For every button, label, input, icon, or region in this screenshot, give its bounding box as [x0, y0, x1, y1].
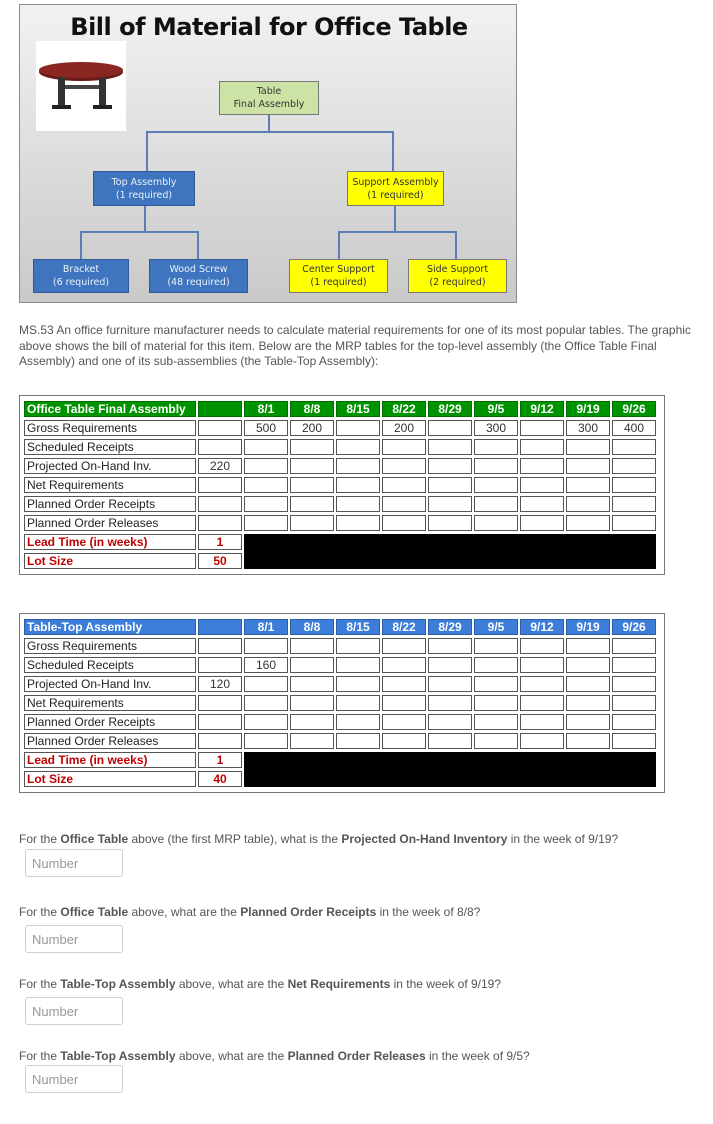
- cell: [474, 439, 518, 455]
- cell: [566, 477, 610, 493]
- question-text: above (the first MRP table), what is the: [128, 832, 342, 846]
- cell: [612, 638, 656, 654]
- cell: [198, 657, 242, 673]
- cell: [336, 695, 380, 711]
- cell: 500: [244, 420, 288, 436]
- table-header-row: [24, 619, 656, 635]
- cell: [244, 458, 288, 474]
- connector: [455, 231, 457, 259]
- bom-node-top-assembly: [93, 171, 195, 206]
- node-name: Table: [256, 86, 282, 97]
- cell: [520, 714, 564, 730]
- cell: [566, 458, 610, 474]
- cell: 300: [566, 420, 610, 436]
- cell: [428, 477, 472, 493]
- cell: [244, 439, 288, 455]
- cell: [474, 638, 518, 654]
- week-header: 8/15: [336, 619, 380, 635]
- cell: [428, 676, 472, 692]
- mrp-grid: [22, 398, 658, 572]
- question-3: [19, 977, 501, 991]
- question-bold: Office Table: [60, 905, 129, 919]
- cell: [198, 695, 242, 711]
- cell: [520, 439, 564, 455]
- question-text: in the week of 9/19?: [507, 832, 619, 846]
- node-name: Support Assembly: [352, 176, 439, 188]
- connector: [197, 231, 199, 259]
- cell: [428, 439, 472, 455]
- cell: [290, 458, 334, 474]
- node-sub: (2 required): [429, 277, 486, 288]
- cell: [612, 733, 656, 749]
- problem-intro: MS.53 An office furniture manufacturer needs to calculate material requirements for one of its most popular tables. The graphic above shows the bill of material for this item. Below are the MRP tables for the top-level assembly (the Office Table Final Assembly) and one of its sub-assemblies (the Table-Top Assembly):: [19, 323, 691, 368]
- cell: [474, 477, 518, 493]
- cell: [474, 676, 518, 692]
- cell: [336, 657, 380, 673]
- cell: [290, 714, 334, 730]
- cell: [198, 714, 242, 730]
- question-text: above, what are the: [175, 977, 288, 991]
- cell: [336, 496, 380, 512]
- cell: [382, 695, 426, 711]
- row-label: Planned Order Releases: [24, 733, 196, 749]
- cell: [428, 420, 472, 436]
- table-row: [24, 458, 656, 474]
- cell: [566, 657, 610, 673]
- question-text: above, what are the: [175, 1049, 288, 1063]
- bom-node-table: [219, 81, 319, 115]
- week-header: 9/12: [520, 401, 564, 417]
- cell: [566, 515, 610, 531]
- week-header: 9/5: [474, 401, 518, 417]
- cell: [244, 714, 288, 730]
- cell: [612, 657, 656, 673]
- cell: [198, 515, 242, 531]
- node-sub: Final Assembly: [233, 99, 305, 110]
- week-header: 8/8: [290, 401, 334, 417]
- cell: [520, 676, 564, 692]
- table-row: [24, 752, 656, 768]
- cell: [244, 496, 288, 512]
- cell: [566, 496, 610, 512]
- cell: [382, 676, 426, 692]
- cell: [520, 477, 564, 493]
- cell: [428, 496, 472, 512]
- cell: [382, 657, 426, 673]
- connector: [146, 131, 148, 171]
- cell: [382, 515, 426, 531]
- row-label: Scheduled Receipts: [24, 439, 196, 455]
- cell: [520, 657, 564, 673]
- table-header-row: [24, 401, 656, 417]
- cell: [198, 496, 242, 512]
- cell: [244, 477, 288, 493]
- row-label: Net Requirements: [24, 695, 196, 711]
- connector: [80, 231, 199, 233]
- cell: [474, 733, 518, 749]
- cell: [520, 733, 564, 749]
- cell: [566, 439, 610, 455]
- cell: [336, 515, 380, 531]
- cell: [612, 439, 656, 455]
- question-text: For the: [19, 832, 61, 846]
- week-header: 9/12: [520, 619, 564, 635]
- row-label: Planned Order Receipts: [24, 496, 196, 512]
- cell: [382, 714, 426, 730]
- cell: [520, 695, 564, 711]
- cell: [520, 515, 564, 531]
- mrp-grid: [22, 616, 658, 790]
- cell: [428, 714, 472, 730]
- row-label: Lot Size: [24, 771, 196, 787]
- cell: [198, 420, 242, 436]
- cell: [428, 657, 472, 673]
- cell: [290, 676, 334, 692]
- cell: [428, 638, 472, 654]
- node-name: Wood Screw: [169, 264, 228, 275]
- cell: [612, 676, 656, 692]
- table-row: [24, 657, 656, 673]
- cell: [612, 496, 656, 512]
- cell: 300: [474, 420, 518, 436]
- cell: [382, 439, 426, 455]
- cell: [336, 458, 380, 474]
- week-header: 9/19: [566, 401, 610, 417]
- question-bold: Table-Top Assembly: [60, 1049, 176, 1063]
- cell: [336, 676, 380, 692]
- lead-time-value: 1: [198, 752, 242, 768]
- question-text: For the: [19, 1049, 61, 1063]
- cell: [198, 638, 242, 654]
- cell: [382, 477, 426, 493]
- node-sub: (48 required): [167, 277, 230, 288]
- cell: [244, 695, 288, 711]
- cell: [382, 733, 426, 749]
- connector: [392, 131, 394, 171]
- cell: [244, 638, 288, 654]
- initial-inventory: 120: [198, 676, 242, 692]
- cell: [198, 477, 242, 493]
- cell: [290, 477, 334, 493]
- cell: [520, 496, 564, 512]
- question-text: in the week of 9/5?: [425, 1049, 530, 1063]
- bom-title: Bill of Material for Office Table: [70, 13, 468, 41]
- table-row: [24, 714, 656, 730]
- cell: 200: [290, 420, 334, 436]
- row-label: Planned Order Receipts: [24, 714, 196, 730]
- connector: [394, 206, 396, 232]
- question-bold: Net Requirements: [287, 977, 391, 991]
- table-title: Table-Top Assembly: [24, 619, 196, 635]
- week-header: 9/26: [612, 401, 656, 417]
- table-title: Office Table Final Assembly: [24, 401, 196, 417]
- cell: [612, 515, 656, 531]
- node-sub: (1 required): [367, 189, 424, 201]
- answer-2-input[interactable]: [25, 925, 123, 953]
- week-header: 8/1: [244, 619, 288, 635]
- row-label: Net Requirements: [24, 477, 196, 493]
- node-sub: (1 required): [310, 277, 367, 288]
- question-text: For the: [19, 977, 61, 991]
- bom-diagram: [19, 4, 517, 303]
- cell: [566, 695, 610, 711]
- week-header: 9/19: [566, 619, 610, 635]
- week-header: 8/1: [244, 401, 288, 417]
- cell: [290, 515, 334, 531]
- node-name: Center Support: [302, 264, 375, 275]
- cell: 160: [244, 657, 288, 673]
- table-row: [24, 515, 656, 531]
- table-row: [24, 638, 656, 654]
- question-bold: Table-Top Assembly: [60, 977, 176, 991]
- blacked-out-area: [244, 534, 656, 569]
- cell: [474, 496, 518, 512]
- cell: [474, 515, 518, 531]
- node-name: Bracket: [62, 264, 100, 275]
- table-row: [24, 733, 656, 749]
- cell: [244, 515, 288, 531]
- cell: [336, 420, 380, 436]
- week-header: 8/29: [428, 401, 472, 417]
- question-4: [19, 1049, 530, 1063]
- cell: [336, 439, 380, 455]
- cell: [244, 676, 288, 692]
- table-row: [24, 420, 656, 436]
- cell: [428, 515, 472, 531]
- cell: [474, 695, 518, 711]
- cell: [566, 638, 610, 654]
- table-row: [24, 477, 656, 493]
- table-row: [24, 695, 656, 711]
- question-bold: Planned Order Receipts: [240, 905, 377, 919]
- cell: [290, 439, 334, 455]
- connector: [338, 231, 340, 259]
- question-text: in the week of 9/19?: [390, 977, 502, 991]
- row-label: Scheduled Receipts: [24, 657, 196, 673]
- cell: [382, 638, 426, 654]
- bom-node-bracket: [33, 259, 129, 293]
- mrp-table-table-top: [19, 613, 665, 793]
- cell: [520, 458, 564, 474]
- cell: [566, 714, 610, 730]
- cell: [428, 733, 472, 749]
- lot-size-value: 40: [198, 771, 242, 787]
- cell: [198, 733, 242, 749]
- cell: [428, 458, 472, 474]
- week-header: 8/22: [382, 401, 426, 417]
- question-bold: Projected On-Hand Inventory: [341, 832, 508, 846]
- cell: [566, 733, 610, 749]
- cell: [382, 496, 426, 512]
- row-label: Lot Size: [24, 553, 196, 569]
- row-label: Projected On-Hand Inv.: [24, 458, 196, 474]
- cell: [474, 458, 518, 474]
- office-table-image: [36, 41, 126, 131]
- answer-3-input[interactable]: [25, 997, 123, 1025]
- cell: [566, 676, 610, 692]
- question-bold: Planned Order Releases: [287, 1049, 426, 1063]
- connector: [80, 231, 82, 259]
- table-row: [24, 534, 656, 550]
- blacked-out-area: [244, 752, 656, 787]
- cell: [474, 714, 518, 730]
- cell: [336, 477, 380, 493]
- week-header: 9/26: [612, 619, 656, 635]
- week-header: 8/8: [290, 619, 334, 635]
- question-text: in the week of 8/8?: [376, 905, 481, 919]
- cell: [612, 714, 656, 730]
- answer-4-input[interactable]: [25, 1065, 123, 1093]
- table-row: [24, 676, 656, 692]
- row-label: Lead Time (in weeks): [24, 534, 196, 550]
- connector: [268, 115, 270, 132]
- answer-1-input[interactable]: [25, 849, 123, 877]
- question-bold: Office Table: [60, 832, 129, 846]
- question-2: [19, 905, 480, 919]
- connector: [146, 131, 394, 133]
- week-header: 8/29: [428, 619, 472, 635]
- cell: [336, 714, 380, 730]
- node-name: Top Assembly: [111, 176, 177, 188]
- question-text: above, what are the: [128, 905, 241, 919]
- bom-node-support-assembly: [347, 171, 444, 206]
- cell: [290, 638, 334, 654]
- cell: [290, 657, 334, 673]
- node-sub: (6 required): [52, 277, 110, 288]
- cell: [612, 458, 656, 474]
- cell: [474, 657, 518, 673]
- bom-node-wood-screw: [149, 259, 248, 293]
- question-1: [19, 832, 618, 846]
- week-header: 8/15: [336, 401, 380, 417]
- cell: [520, 638, 564, 654]
- cell: 200: [382, 420, 426, 436]
- header-blank: [198, 619, 242, 635]
- mrp-table-office-table: [19, 395, 665, 575]
- initial-inventory: 220: [198, 458, 242, 474]
- row-label: Lead Time (in weeks): [24, 752, 196, 768]
- week-header: 9/5: [474, 619, 518, 635]
- week-header: 8/22: [382, 619, 426, 635]
- cell: [336, 638, 380, 654]
- cell: [336, 733, 380, 749]
- connector: [144, 206, 146, 232]
- bom-node-side-support: [408, 259, 507, 293]
- connector: [338, 231, 457, 233]
- header-blank: [198, 401, 242, 417]
- table-row: [24, 496, 656, 512]
- cell: [612, 695, 656, 711]
- table-row: [24, 439, 656, 455]
- question-text: For the: [19, 905, 61, 919]
- cell: 400: [612, 420, 656, 436]
- row-label: Projected On-Hand Inv.: [24, 676, 196, 692]
- cell: [244, 733, 288, 749]
- row-label: Planned Order Releases: [24, 515, 196, 531]
- cell: [520, 420, 564, 436]
- bom-node-center-support: [289, 259, 388, 293]
- cell: [428, 695, 472, 711]
- row-label: Gross Requirements: [24, 420, 196, 436]
- node-name: Side Support: [426, 264, 489, 275]
- cell: [290, 695, 334, 711]
- lead-time-value: 1: [198, 534, 242, 550]
- node-sub: (1 required): [115, 189, 173, 201]
- cell: [198, 439, 242, 455]
- row-label: Gross Requirements: [24, 638, 196, 654]
- cell: [612, 477, 656, 493]
- lot-size-value: 50: [198, 553, 242, 569]
- cell: [290, 496, 334, 512]
- cell: [382, 458, 426, 474]
- cell: [290, 733, 334, 749]
